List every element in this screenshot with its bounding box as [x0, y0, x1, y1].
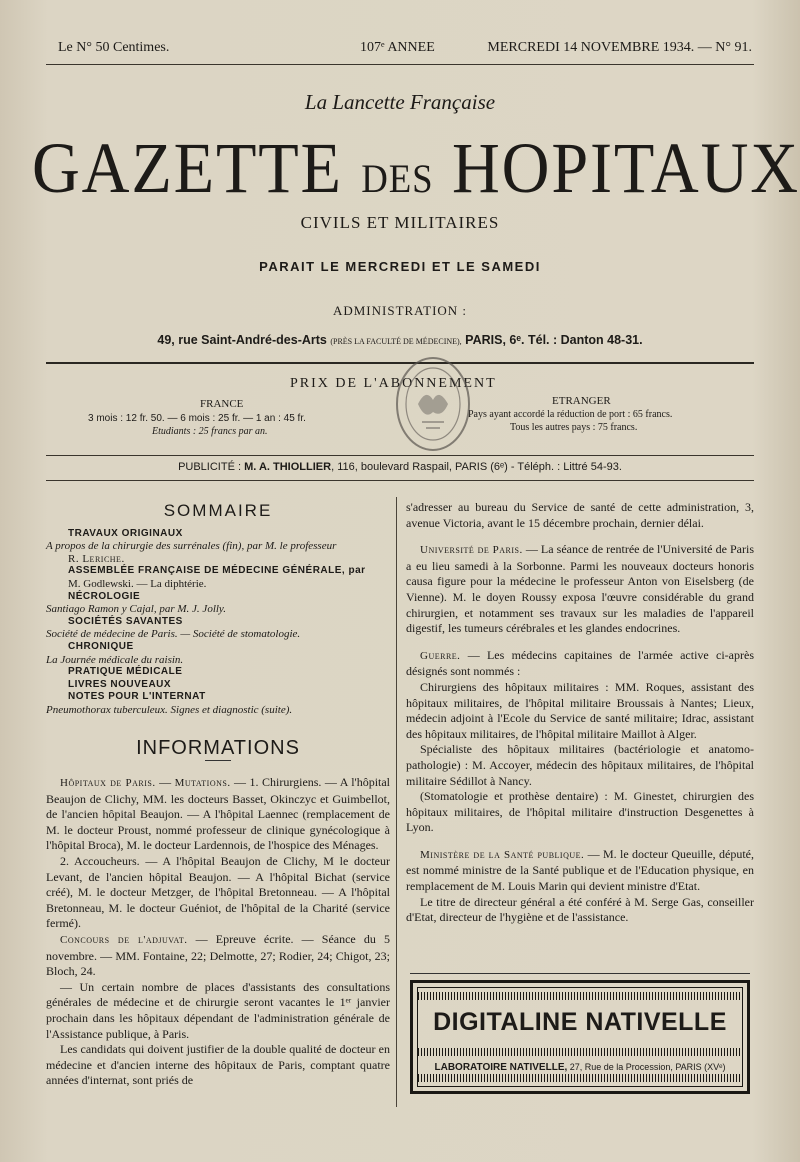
publication-days: PARAIT LE MERCREDI ET LE SAMEDI: [259, 259, 541, 274]
administration-label: ADMINISTRATION :: [332, 303, 468, 318]
library-stamp-icon: [392, 352, 474, 456]
subscription-students: Etudiants : 25 francs par an.: [152, 426, 268, 437]
section-subheading: Mutations.: [174, 777, 231, 790]
sommaire-item: La Journée médicale du raisin.: [46, 653, 184, 666]
sommaire-item: CHRONIQUE: [68, 640, 134, 652]
masthead-title: [32, 128, 800, 219]
informations-rule: [205, 760, 231, 761]
publicite-line: [0, 461, 800, 473]
ad-lab-name: LABORATOIRE NATIVELLE,: [434, 1062, 568, 1073]
publicite-agent: M. A. THIOLLIER: [244, 461, 332, 473]
article-paragraph: (Stomatologie et prothèse dentaire) : M. Ginestet, chirurgien des hôpitaux militaires, de l'hôpital militaire d'instruction Desgenettes à Lyon.: [406, 789, 754, 835]
publicite-top-rule: [46, 455, 754, 456]
address-street: 49, rue Saint-André-des-Arts: [157, 333, 327, 347]
sommaire-item: NOTES POUR L'INTERNAT: [68, 691, 206, 703]
masthead-subtitle: La Lancette Française: [304, 90, 496, 114]
title-gazette: GAZETTE: [32, 128, 343, 208]
advertisement-title: DIGITALINE NATIVELLE: [433, 1008, 727, 1036]
article-paragraph: Le titre de directeur général a été conféré à M. Serge Gas, conseiller d'Etat, directeur de l'hygiène et de l'assistance.: [406, 894, 754, 925]
publicite-bottom-rule: [46, 480, 754, 481]
issue-year: 107ᵉ ANNEE: [360, 40, 435, 55]
masthead-civils: CIVILS ET MILITAIRES: [300, 213, 500, 232]
masthead-top-line: [58, 40, 752, 60]
section-heading: Concours de l'adjuvat.: [60, 934, 188, 947]
title-hopitaux: HOPITAUX: [451, 128, 800, 208]
article-paragraph: [406, 542, 754, 637]
address-city-phone: PARIS, 6ᵉ. Tél. : Danton 48-31.: [465, 333, 643, 347]
masthead-rule: [46, 64, 754, 65]
left-column: [46, 500, 390, 1089]
sommaire-item: LIVRES NOUVEAUX: [68, 678, 172, 690]
article-paragraph: [406, 648, 754, 680]
publicite-address: , 116, boulevard Raspail, PARIS (6ᵉ) - Téléph. : Littré 54-93.: [331, 461, 622, 473]
subscription-foreign-label: ETRANGER: [552, 395, 611, 407]
sommaire-item: M. Godlewski. — La diphtérie.: [68, 577, 207, 590]
article-paragraph: — Un certain nombre de places d'assistants des consultations générales de médecine et de chirurgie seront vacantes le 1ᵉʳ janvier prochain dans les hôpitaux dépendant de l'administration générale de l'Assistance publique, à Paris.: [46, 979, 390, 1041]
article-paragraph: Hôpitaux de Paris. — Mutations. — 1. Chirurgiens. — A l'hôpital Beaujon de Clichy, MM. les docteurs Basset, Okinczyc et Guimbellot, de l'ancien hôpital Beaujon. — A l'hôpital Laennec (remplacement de M. le docteur Proust, nommé professeur de clinique gynécologique à l'hôpital Broca), M. le docteur Lardennois, de l'hospice des Ménages.: [46, 775, 391, 853]
paragraph-text: — La séance de rentrée de l'Université de Paris a eu lieu samedi à la Sorbonne. Parmi les nouveaux docteurs honoris causa figure pour la médecine le professeur Anton von Eiselsberg (de Vienne). M. le doyen Roussy exposa l'œuvre considérable du grand chirurgien, et notamment ses travaux sur les maladies de l'appareil digestif, les tumeurs cérébrales et les glandes endocrines.: [406, 542, 755, 636]
sommaire-item: SOCIÉTÉS SAVANTES: [68, 615, 183, 627]
publicite-label: PUBLICITÉ :: [178, 461, 245, 473]
advertisement-digitaline: [410, 980, 750, 1094]
ad-hatch-middle: [418, 1048, 742, 1056]
section-heading: Université de Paris.: [420, 544, 523, 557]
title-des: DES: [361, 156, 434, 201]
sommaire-item: Santiago Ramon y Cajal, par M. J. Jolly.: [46, 603, 226, 616]
advertisement-rule: [410, 973, 750, 974]
subscription-heading: PRIX DE L'ABONNEMENT: [290, 376, 497, 391]
article-paragraph: Spécialiste des hôpitaux militaires (bactériologie et anatomo-pathologie) : M. Accoyer, médecin des hôpitaux militaires, de l'hôpital militaire Sédillot à Nancy.: [406, 742, 754, 788]
subscription-france-rates: 3 mois : 12 fr. 50. — 6 mois : 25 fr. — 1 an : 45 fr.: [88, 413, 306, 424]
article-paragraph: [406, 847, 754, 895]
sommaire-item: A propos de la chirurgie des surrénales (fin), par M. le professeur: [46, 540, 337, 553]
article-paragraph: 2. Accoucheurs. — A l'hôpital Beaujon de Clichy, M le docteur Levant, de l'ancien hôpital Beaujon. — A l'hôpital Bichat (service créé), M. le docteur Metzger, de l'hôpital Bretonneau. — A l'hôpital Bretonneau, M. le docteur Guéniot, de l'hôpital de la Charité (service fermé).: [46, 854, 390, 931]
issue-date-number: MERCREDI 14 NOVEMBRE 1934. — N° 91.: [487, 40, 752, 55]
article-paragraph: [46, 932, 390, 980]
article-paragraph: Chirurgiens des hôpitaux militaires : MM. Roques, assistant des hôpitaux militaires, de l'hôpital militaire Broussais à Nantes; Lieux, médecin adjoint à l'Ecole du Service de santé militaire; Idrac, assistant des hôpitaux militaires, de l'hôpital militaire Maillot à Alger.: [406, 679, 754, 741]
article-paragraph: s'adresser au bureau du Service de santé de cette administration, 3, avenue Victoria, avant le 15 décembre prochain, dernier délai.: [406, 500, 754, 530]
sommaire-item: ASSEMBLÉE FRANÇAISE DE MÉDECINE GÉNÉRALE, par: [68, 565, 366, 577]
subscription-foreign-other: Tous les autres pays : 75 francs.: [510, 422, 638, 433]
informations-title: INFORMATIONS: [136, 736, 300, 759]
subscription-france-label: FRANCE: [200, 398, 244, 410]
advertisement-address: [418, 1062, 742, 1073]
ad-hatch-bottom: [418, 1074, 742, 1082]
ad-hatch-top: [418, 992, 742, 1000]
section-heading: Guerre.: [420, 649, 461, 662]
section-heading: Ministère de la Santé publique.: [420, 848, 585, 861]
issue-price: Le N° 50 Centimes.: [58, 40, 170, 55]
subscription-foreign-reduced: Pays ayant accordé la réduction de port : 65 francs.: [468, 409, 673, 420]
right-column: [406, 500, 754, 926]
administration-address: [0, 333, 800, 347]
sommaire-item: PRATIQUE MÉDICALE: [68, 666, 183, 678]
paragraph-text: — Epreuve écrite. — Séance du 5 novembre. — MM. Fontaine, 22; Delmotte, 27; Rodier, 24; Chigot, 23; Bloch, 24.: [46, 932, 390, 979]
ad-lab-address: 27, Rue de la Procession, PARIS (XVᵉ): [567, 1062, 726, 1072]
sommaire-item: Société de médecine de Paris. — Société de stomatologie.: [46, 628, 301, 641]
paragraph-text: — M. le docteur Queuille, député, est nommé ministre de la Santé publique et de l'Education physique, en remplacement de M. Louis Marin qui devient ministre d'Etat.: [406, 846, 754, 894]
section-heading: Hôpitaux de Paris.: [60, 777, 156, 790]
sommaire-item: NÉCROLOGIE: [68, 590, 141, 602]
sommaire-item: R. Leriche.: [68, 552, 125, 565]
advertisement-frame: [417, 987, 743, 1087]
sommaire-item: TRAVAUX ORIGINAUX: [68, 527, 183, 539]
address-note: (PRÈS LA FACULTÉ DE MÉDECINE),: [330, 337, 462, 346]
paragraph-text: — 1. Chirurgiens. — A l'hôpital Beaujon de Clichy, MM. les docteurs Basset, Okinczyc et Guimbellot, de l'ancien hôpital Beaujon. — A l'hôpital Laennec (remplacement de M. le docteur Proust, nommé professeur de clinique gynécologique à l'hôpital Broca), M. le docteur Lardennois, de l'hospice des Ménages.: [46, 775, 391, 853]
column-divider: [396, 497, 397, 1107]
paragraph-text: — Les médecins capitaines de l'armée active ci-après désignés sont nommés :: [406, 647, 754, 679]
sommaire-item: Pneumothorax tuberculeux. Signes et diagnostic (suite).: [46, 703, 293, 716]
article-paragraph: Les candidats qui doivent justifier de la double qualité de docteur en médecine et d'ancien interne des hôpitaux de Paris, comptant quatre années d'internat, sont priés de: [46, 1042, 390, 1088]
sommaire-title: SOMMAIRE: [163, 501, 273, 520]
